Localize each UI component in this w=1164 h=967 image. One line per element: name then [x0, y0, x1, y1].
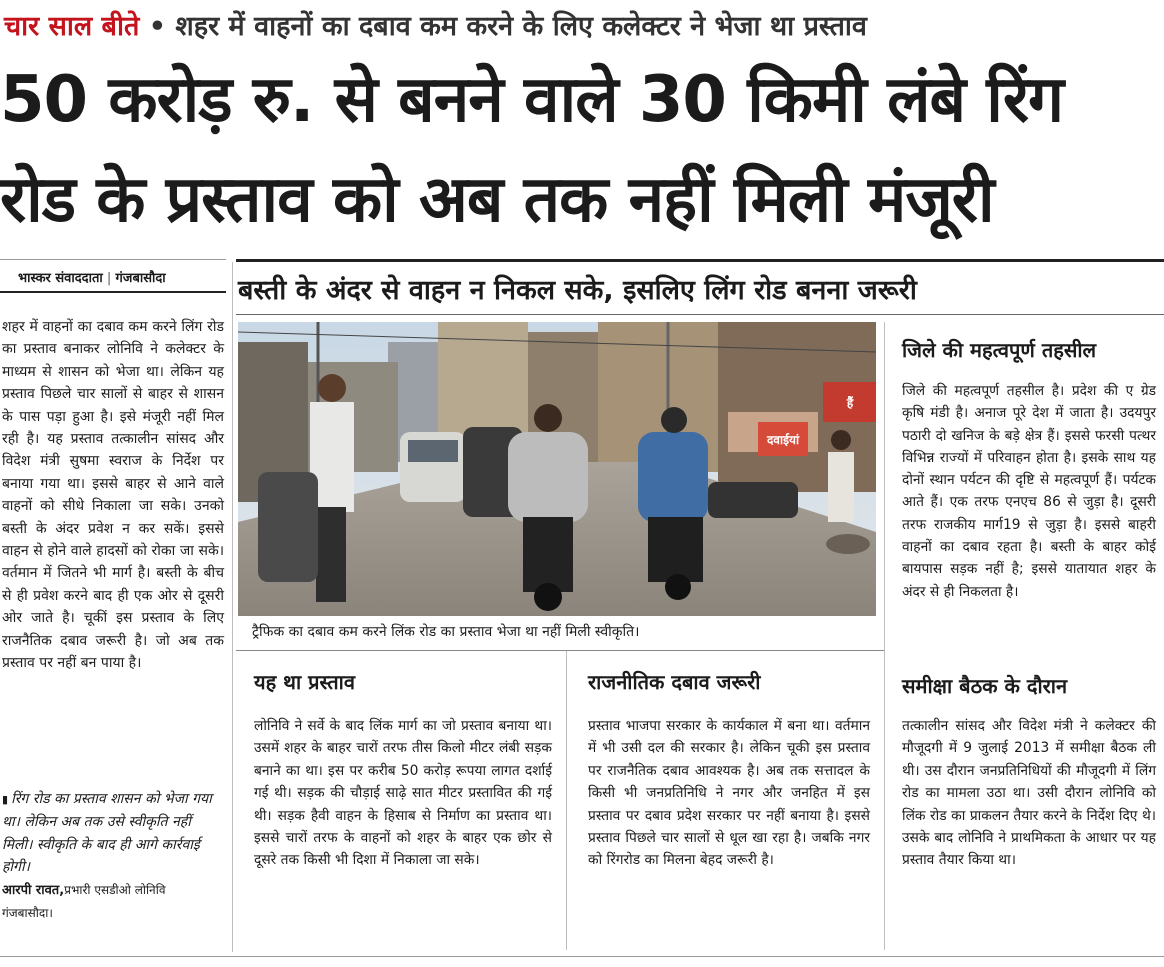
bottom-rule	[0, 956, 1164, 957]
section-political-body: प्रस्ताव भाजपा सरकार के कार्यकाल में बना था। वर्तमान में भी उसी दल की सरकार है। लेकिन चूकी इस प्रस्ताव पर राजनैतिक दबाव आवश्यक है। अब तक सत्तादल के किसी भी जनप्रतिनिधि ने नगर और जनहित में इस प्रस्ताव पर दबाव प्रदेश सरकार पर नहीं बनाया है। इससे प्रस्ताव पिछले चार सालों से धूल खा रहा है। जबकि नगर को रिंगरोड का मिलना बेहद जरूरी है।	[588, 718, 870, 869]
street-photo-image	[238, 322, 876, 616]
byline-separator: |	[106, 271, 112, 286]
byline-place: गंजबासौदा	[115, 271, 166, 286]
quote-body: रिंग रोड का प्रस्ताव शासन को भेजा गया था। लेकिन अब तक उसे स्वीकृति नहीं मिली। स्वीकृति के बाद ही आगे कार्रवाई होगी।	[2, 791, 212, 876]
byline-rule	[0, 291, 226, 293]
column-divider-left	[232, 262, 233, 952]
section-political-heading: राजनीतिक दबाव जरूरी	[588, 670, 761, 694]
section-review-body: तत्कालीन सांसद और विदेश मंत्री ने कलेक्टर की मौजूदगी में 9 जुलाई 2013 में समीक्षा बैठक ली थी। उस दौरान जनप्रतिनिधियों की मौजूदगी में लिंग रोड का मामला उठा था। उसी दौरान लोनिवि को लिंक रोड का प्राकलन तैयार करने के निर्देश दिए थे। उसके बाद लोनिवि ने प्राथमिकता के आधार पर यह प्रस्ताव तैयार किया था।	[902, 718, 1156, 869]
quote-block	[2, 788, 224, 925]
photo-caption: ट्रैफिक का दबाव कम करने लिंक रोड का प्रस्ताव भेजा था नहीं मिली स्वीकृति।	[252, 624, 640, 640]
column-divider-mid	[566, 650, 567, 950]
section-proposal-body: लोनिवि ने सर्वे के बाद लिंक मार्ग का जो प्रस्ताव बनाया था। उसमें शहर के बाहर चारों तरफ तीस किलो मीटर लंबी सड़क बनाने का था। इस पर करीब 50 करोड़ रूपया लागत दर्शाई गई थी। सड़क की चौड़ाई साढ़े सात मीटर प्रस्तावित की गई थी। सड़क हैवी वाहन के हिसाब से निर्माण का प्रस्ताव था। इससे चारों तरफ के वाहनों को शहर के बाहर एक छोर से दूसरे तक किसी भी दिशा में निकाला जा सके।	[254, 718, 552, 869]
left-column-body: शहर में वाहनों का दबाव कम करने लिंग रोड का प्रस्ताव बनाकर लोनिवि ने कलेक्टर के माध्यम से शासन को भेजा था। लेकिन यह प्रस्ताव पिछले चार सालों से बाहर से शासन के पास पड़ा हुआ है। इसे मंजूरी नहीं मिल रही है। यह प्रस्ताव तत्कालीन सांसद और विदेश मंत्री सुषमा स्वराज के निर्देश पर बनाया गया था। इससे बाहर से आने वाले वाहनों को सीधे निकाला जा सके। उनको बस्ती के अंदर प्रवेश न कर सकें। इससे वाहन से होने वाले हादसों को रोका जा सके। वर्तमान में जितने भी मार्ग है। बस्ती के बीच से ही प्रवेश करने बाद ही एक ओर से दूसरी ओर जाते है। चूकीं इस प्रस्ताव के लिए राजनैतिक दबाव जरूरी है। जो अब तक प्रस्ताव पर नहीं बन पाया है।	[2, 319, 224, 672]
headline-line-2: रोड के प्रस्ताव को अब तक नहीं मिली मंजूरी	[0, 163, 994, 237]
kicker	[4, 6, 867, 43]
attribution-place: गंजबासौदा।	[2, 905, 53, 920]
kicker-highlight: चार साल बीते	[4, 11, 140, 42]
quote-attribution	[2, 879, 224, 902]
byline	[18, 268, 166, 286]
headline-line-1: 50 करोड़ रु. से बनने वाले 30 किमी लंबे रिंग	[0, 63, 1064, 137]
kicker-bullet: •	[148, 11, 167, 42]
caption-rule	[236, 650, 884, 651]
section-review-heading: समीक्षा बैठक के दौरान	[902, 674, 1068, 698]
quote-text	[2, 788, 224, 879]
shop-sign-1: दवाईयां	[766, 433, 800, 447]
section-tehsil-heading: जिले की महत्वपूर्ण तहसील	[902, 338, 1097, 362]
attribution-role: प्रभारी एसडीओ लोनिवि	[64, 882, 166, 897]
top-rule-right	[236, 259, 1164, 262]
headline	[0, 50, 1164, 250]
street-photo	[238, 322, 876, 616]
section-tehsil-body: जिले की महत्वपूर्ण तहसील है। प्रदेश की ए ग्रेड कृषि मंडी है। अनाज पूरे देश में जाता है। उदयपुर पठारी दो खनिज के बड़े क्षेत्र हैं। इससे फरसी पत्थर विभिन्न राज्यों में परिवाहन होता है। इसके साथ यह दोनों स्थान पर्यटन की दृष्टि से महत्वपूर्ण हैं। पर्यटक आते हैं। एक तरफ एनएच 86 से जुड़ा है। दूसरी तरफ राजकीय मार्ग19 से जुड़ा है। इससे बाहरी वाहनों का दबाव रहता है। बस्ती के बाहर कोई बायपास सड़क नहीं है; इससे यातायात शहर के अंदर से ही निकलता है।	[902, 383, 1156, 600]
left-column	[2, 316, 224, 675]
attribution-name: आरपी रावत,	[2, 882, 65, 898]
shop-sign-2: हैं	[846, 396, 854, 410]
subheadline: बस्ती के अंदर से वाहन न निकल सके, इसलिए लिंग रोड बनना जरूरी	[238, 275, 917, 306]
section-proposal-heading: यह था प्रस्ताव	[254, 670, 355, 694]
kicker-text: शहर में वाहनों का दबाव कम करने के लिए कलेक्टर ने भेजा था प्रस्ताव	[175, 11, 867, 42]
quote-mark-icon: ▮	[2, 793, 9, 806]
subhead-rule	[236, 314, 1164, 315]
attribution-place-line	[2, 902, 224, 925]
column-divider-right	[884, 322, 885, 950]
byline-reporter: भास्कर संवाददाता	[18, 271, 103, 286]
top-rule-left	[0, 259, 226, 260]
